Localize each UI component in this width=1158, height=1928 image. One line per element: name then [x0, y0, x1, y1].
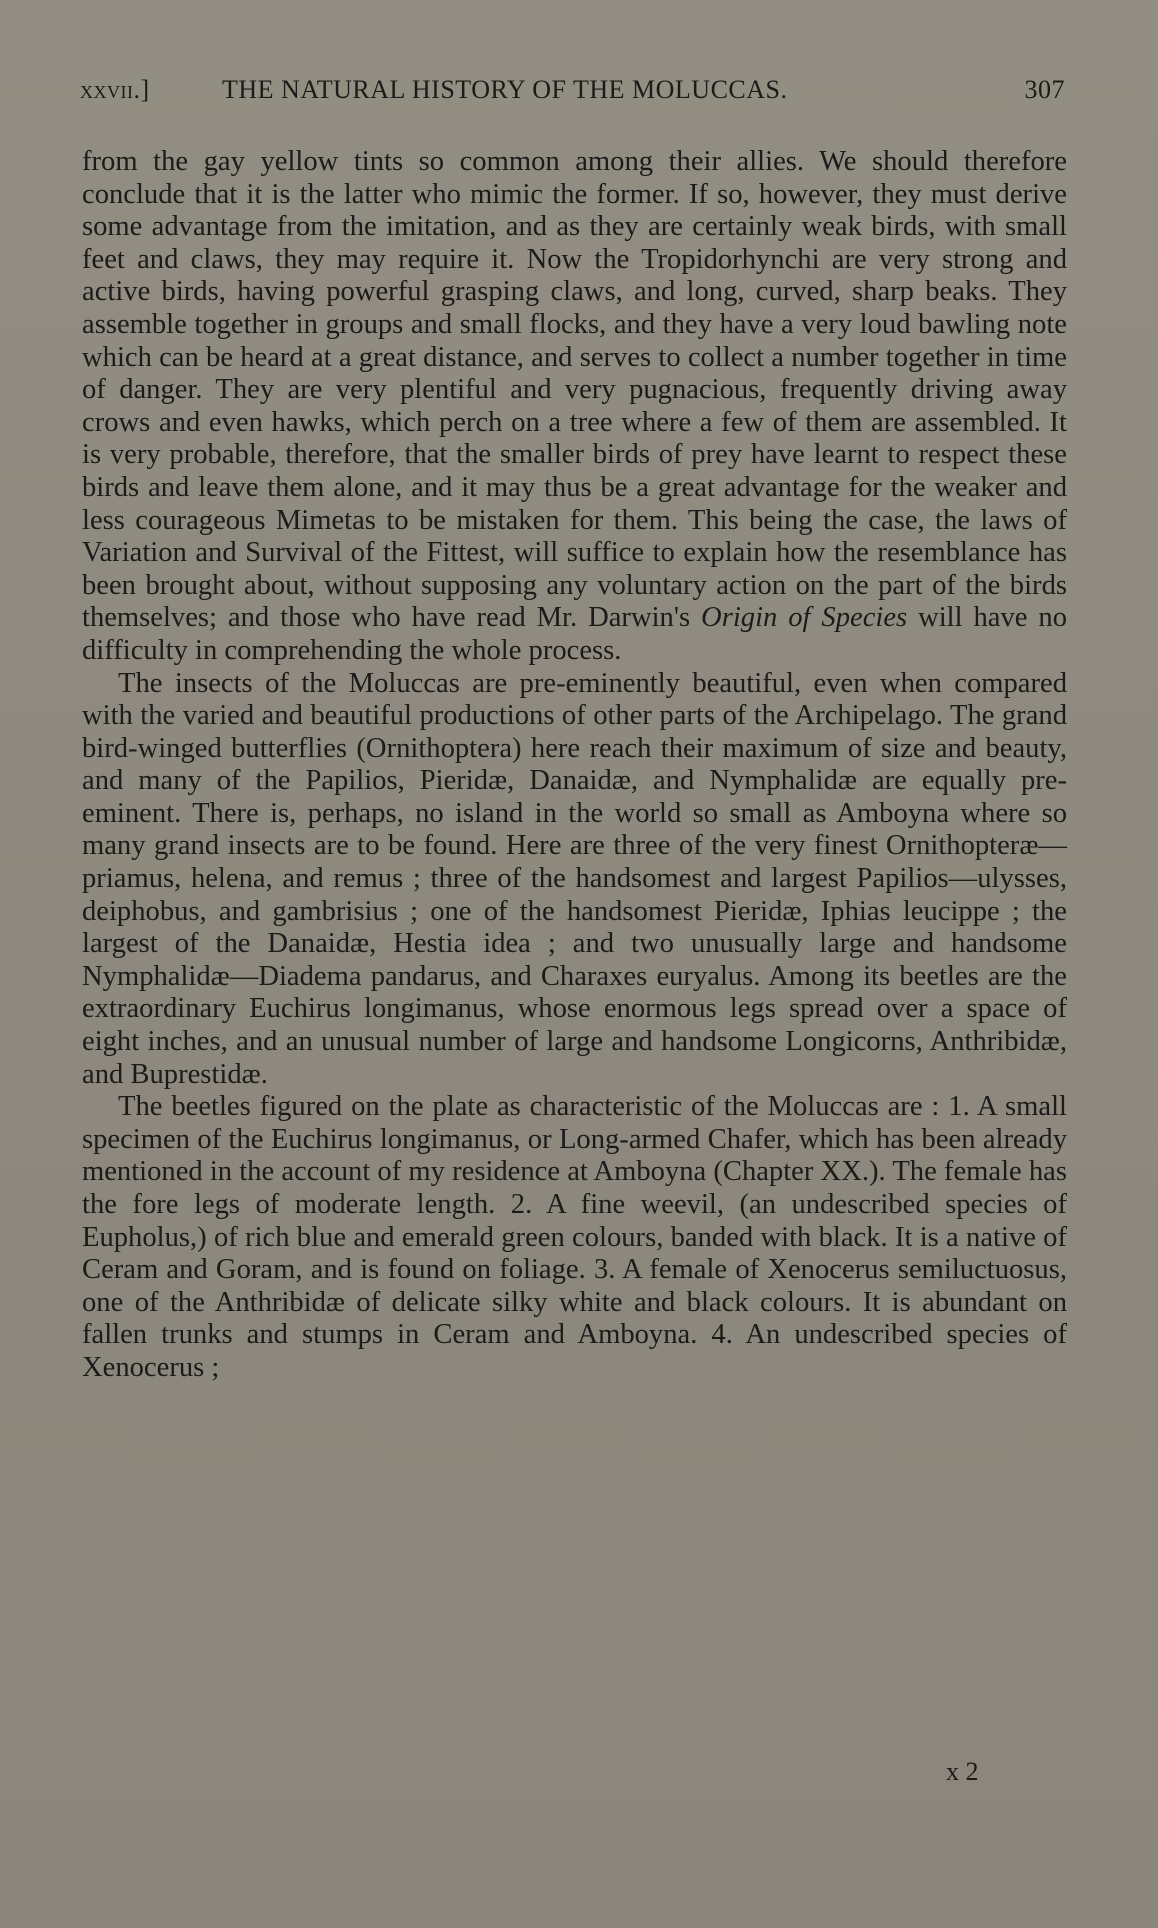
paragraph-1-text-b: will have no difficulty in comprehending the whole process.	[82, 602, 1067, 666]
signature-mark: x 2	[946, 1757, 979, 1786]
book-title-origin-of-species: Origin of Species	[701, 602, 908, 634]
body-text	[82, 146, 1067, 1385]
running-title: THE NATURAL HISTORY OF THE MOLUCCAS.	[222, 75, 788, 104]
chapter-marker: xxvii.]	[80, 75, 150, 104]
paragraph-2: The insects of the Moluccas are pre-eminently beautiful, even when compared with the varied and beautiful productions of other parts of the Archipelago. The grand bird-winged butterflies (Ornithoptera) here reach their maximum of size and beauty, and many of the Papilios, Pieridæ, Danaidæ, and Nymphalidæ are equally pre-eminent. There is, perhaps, no island in the world so small as Amboyna where so many grand insects are to be found. Here are three of the very finest Ornithopteræ—priamus, helena, and remus ; three of the handsomest and largest Papilios—ulysses, deiphobus, and gambrisius ; one of the handsomest Pieridæ, Iphias leucippe ; the largest of the Danaidæ, Hestia idea ; and two unusually large and handsome Nymphalidæ—Diadema pandarus, and Charaxes euryalus. Among its beetles are the extraordinary Euchirus longimanus, whose enormous legs spread over a space of eight inches, and an unusual number of large and handsome Longicorns, Anthribidæ, and Buprestidæ.	[82, 667, 1067, 1090]
page-number: 307	[1024, 75, 1065, 104]
paragraph-1-text-a: from the gay yellow tints so common among their allies. We should therefore conclude that it is the latter who mimic the former. If so, however, they must derive some advantage from the imitation, and as they are certainly weak birds, with small feet and claws, they may require it. Now the Tropidorhynchi are very strong and active birds, having powerful grasping claws, and long, curved, sharp beaks. They assemble together in groups and small flocks, and they have a very loud bawling note which can be heard at a great distance, and serves to collect a number together in time of danger. They are very plentiful and very pugnacious, frequently driving away crows and even hawks, which perch on a tree where a few of them are assembled. It is very probable, therefore, that the smaller birds of prey have learnt to respect these birds and leave them alone, and it may thus be a great advantage for the weaker and less courageous Mimetas to be mistaken for them. This being the case, the laws of Variation and Survival of the Fittest, will suffice to explain how the resemblance has been brought about, without supposing any voluntary action on the part of the birds themselves; and those who have read Mr. Darwin's	[82, 146, 1067, 634]
paragraph-1	[82, 146, 1067, 668]
paragraph-3: The beetles figured on the plate as characteristic of the Moluccas are : 1. A small specimen of the Euchirus longimanus, or Long-armed Chafer, which has been already mentioned in the account of my residence at Amboyna (Chapter XX.). The female has the fore legs of moderate length. 2. A fine weevil, (an undescribed species of Eupholus,) of rich blue and emerald green colours, banded with black. It is a native of Ceram and Goram, and is found on foliage. 3. A female of Xenocerus semiluctuosus, one of the Anthribidæ of delicate silky white and black colours. It is abundant on fallen trunks and stumps in Ceram and Amboyna. 4. An undescribed species of Xenocerus ;	[82, 1091, 1067, 1383]
running-head	[80, 70, 1065, 110]
